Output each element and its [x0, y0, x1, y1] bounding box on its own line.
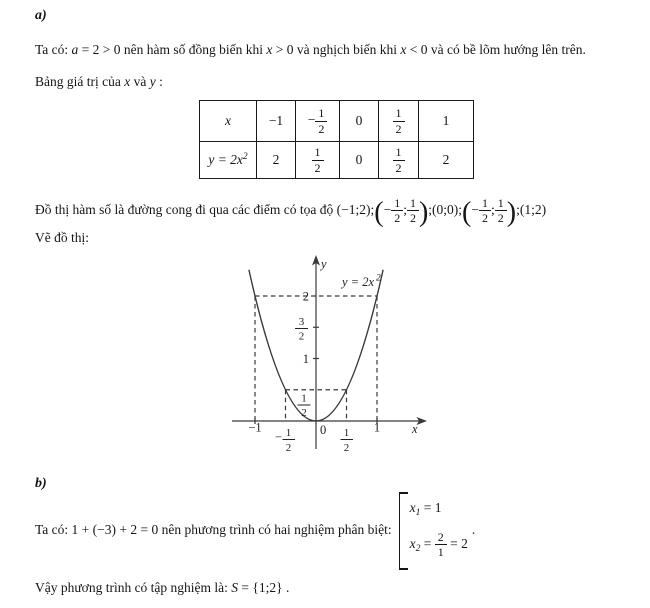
fraction-denominator: 1	[437, 545, 444, 560]
fraction	[479, 197, 491, 225]
math-run: =	[420, 536, 435, 551]
x-value-cell	[296, 101, 340, 142]
math-run: x	[409, 536, 416, 551]
solution-x1	[410, 495, 468, 523]
section-a-label: a)	[35, 8, 47, 23]
vieta-statement	[35, 492, 475, 570]
fraction	[393, 107, 405, 135]
math-run: y	[149, 74, 156, 89]
fraction-denominator: 2	[285, 442, 292, 454]
ytick-label-3-2	[299, 316, 305, 343]
math-run: x	[124, 74, 131, 89]
math-run: x	[400, 42, 407, 57]
x-value-cell: −1	[257, 101, 296, 142]
minus-sign: −	[383, 202, 392, 217]
point-coordinates	[374, 195, 429, 228]
text-run: nên phương trình có hai nghiệm phân biệt:	[158, 522, 392, 538]
math-run: = 2	[446, 536, 468, 551]
minus-sign: −	[275, 430, 283, 444]
point-coordinates: ;(1;2)	[516, 202, 547, 217]
solution-x2	[410, 523, 468, 567]
fraction-numerator: 1	[479, 197, 491, 212]
fraction-denominator: 2	[497, 211, 504, 226]
separator: ;	[403, 202, 407, 217]
close-paren: )	[506, 197, 517, 228]
text-run: và nghịch biến khi	[293, 42, 401, 57]
math-run: x	[409, 500, 416, 515]
fraction-denominator: 2	[482, 211, 488, 226]
fraction-denominator: 2	[298, 330, 305, 343]
fraction-numerator: 2	[435, 531, 447, 546]
point-coordinates: ;(0;0);	[428, 202, 463, 217]
fraction-numerator: 1	[343, 427, 350, 439]
fraction-denominator: 2	[343, 442, 350, 454]
y-value-cell: 2	[257, 142, 296, 179]
text-run: Đồ thị hàm số là đường cong đi qua các điểm có tọa độ	[35, 202, 337, 217]
x-value-cell: 1	[419, 101, 474, 142]
open-paren: (	[462, 197, 472, 228]
math-run: y = 2x	[208, 152, 243, 167]
fraction-denominator: 2	[409, 211, 416, 226]
fraction	[393, 146, 405, 174]
sentence-period: .	[471, 522, 476, 538]
graph-labels	[248, 257, 418, 454]
fraction-denominator: 2	[318, 121, 325, 136]
fraction	[312, 146, 324, 174]
function-graph	[230, 253, 432, 461]
open-paren: (	[374, 197, 384, 228]
text-run: và	[130, 74, 150, 89]
y-value-cell	[296, 142, 340, 179]
fraction-numerator: 1	[495, 197, 507, 212]
separator: ;	[491, 202, 495, 217]
fraction-numerator: 1	[393, 146, 405, 161]
text-run: Vậy phương trình có tập nghiệm là:	[35, 580, 232, 595]
xtick-label-m1-2	[286, 427, 292, 454]
fraction-numerator: 1	[391, 197, 403, 212]
point-coordinates	[462, 195, 517, 228]
table-row-y	[200, 142, 474, 179]
y-row-label	[200, 142, 257, 179]
solution-system	[399, 492, 468, 570]
ytick-label-2: 2	[302, 289, 309, 304]
table-caption	[35, 72, 163, 91]
math-run: = 2 > 0	[78, 42, 121, 57]
fraction	[407, 197, 419, 225]
math-run: = 1	[420, 500, 442, 515]
x-value-cell	[379, 101, 419, 142]
fraction-denominator: 2	[314, 160, 321, 175]
xtick-label-1: 1	[373, 420, 381, 435]
fraction-denominator: 2	[301, 407, 307, 419]
ytick-label-1: 1	[302, 352, 309, 366]
minus-sign: −	[307, 112, 316, 128]
math-run: = {1;2}	[238, 580, 283, 595]
y-value-cell	[379, 142, 419, 179]
fraction-denominator: 2	[395, 121, 402, 136]
ytick-label-1-2	[301, 393, 307, 420]
fraction-denominator: 2	[394, 211, 401, 226]
values-table	[199, 100, 474, 179]
origin-label: 0	[320, 423, 327, 437]
fraction-numerator: 1	[393, 107, 405, 122]
y-value-cell: 2	[419, 142, 474, 179]
fraction	[435, 531, 447, 559]
xtick-label-m1: −1	[248, 420, 262, 435]
text-run: Ta có:	[35, 42, 72, 57]
math-run: > 0	[272, 42, 294, 57]
exponent: 2	[242, 152, 248, 162]
x-row-label: x	[200, 101, 257, 142]
math-run: x	[266, 42, 273, 57]
text-run: :	[155, 74, 163, 89]
math-run: 1 + (−3) + 2 = 0	[71, 522, 159, 538]
text-run: .	[282, 580, 290, 595]
fraction-numerator: 1	[407, 197, 419, 212]
points-statement	[35, 190, 546, 230]
close-paren: )	[418, 197, 429, 228]
draw-graph-label: Vẽ đồ thị:	[35, 230, 89, 245]
point-coordinates: (−1;2);	[336, 202, 375, 217]
fraction	[315, 107, 327, 135]
math-run: < 0	[406, 42, 428, 57]
section-b-label: b)	[35, 476, 47, 491]
table-row-x	[200, 101, 474, 142]
text-run: và có bề lõm hướng lên trên.	[427, 42, 586, 57]
subscript: 1	[415, 508, 421, 518]
y-axis-label: y	[321, 257, 327, 271]
fraction-numerator: 1	[285, 427, 292, 439]
text-run: nên hàm số đồng biến khi	[120, 42, 267, 57]
fraction-numerator: 1	[312, 146, 324, 161]
x-value-cell: 0	[340, 101, 379, 142]
math-run: S	[231, 580, 239, 595]
text-run: Bảng giá trị của	[35, 74, 125, 89]
fraction-numerator: 1	[315, 107, 327, 122]
monotonicity-statement	[35, 40, 586, 59]
subscript: 2	[415, 544, 421, 554]
fraction	[391, 197, 403, 225]
fraction-denominator: 2	[395, 160, 402, 175]
curve-label: y = 2x	[342, 275, 375, 289]
fraction-numerator: 3	[298, 316, 305, 328]
fraction-numerator: 1	[301, 392, 307, 405]
fraction	[495, 197, 507, 225]
conclusion-statement	[35, 578, 289, 597]
text-run: Ta có:	[35, 522, 72, 538]
xtick-label-1-2	[344, 427, 350, 454]
curve-label-exponent: 2	[376, 273, 381, 284]
minus-sign: −	[471, 202, 479, 217]
x-axis-label: x	[412, 422, 418, 436]
y-value-cell: 0	[340, 142, 379, 179]
math-run: a	[71, 42, 79, 57]
